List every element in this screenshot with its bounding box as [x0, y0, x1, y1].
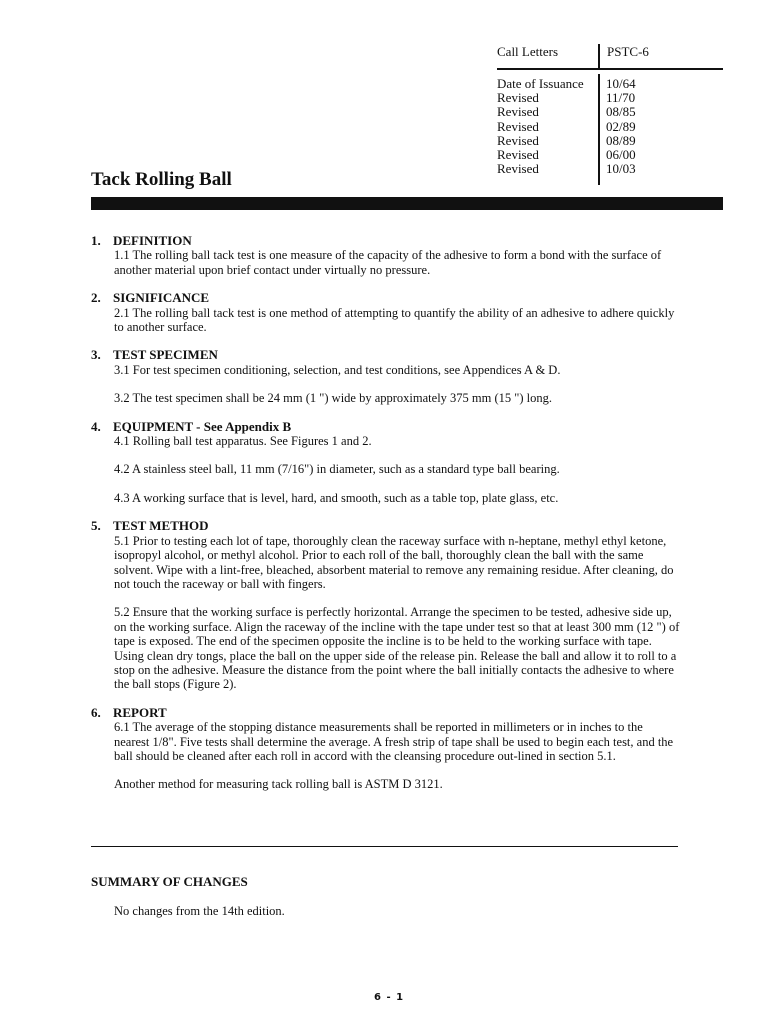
paragraph: 5.1 Prior to testing each lot of tape, thoroughly clean the raceway surface with n-heptane, methyl ethyl ketone, isopropyl alcohol, or methyl alcohol. Prior to each roll of the ball, thoroughly clean the ball with the same solvent. Wipe with a lint-free, bleached, absorbent material to remove any remaining residue. After cleaning, do not touch the raceway or ball with fingers. [114, 533, 674, 591]
revision-label: Revised [497, 90, 539, 106]
revision-label: Revised [497, 161, 539, 177]
revision-row [497, 105, 723, 119]
section-number: 2. [91, 290, 101, 306]
revision-row [497, 77, 723, 91]
paragraph: Another method for measuring tack rolling ball is ASTM D 3121. [114, 777, 443, 792]
section-test-method [91, 519, 681, 691]
section-significance [91, 291, 681, 334]
paragraph: 4.2 A stainless steel ball, 11 mm (7/16") in diameter, such as a standard type ball bearing. [114, 462, 560, 477]
paragraph: 3.1 For test specimen conditioning, selection, and test conditions, see Appendices A & D. [114, 362, 561, 377]
revision-label: Revised [497, 146, 539, 162]
revision-date: 10/64 [606, 76, 636, 91]
revision-date: 02/89 [606, 118, 636, 134]
header-divider-horizontal [497, 68, 723, 70]
revision-row [497, 162, 723, 176]
section-heading: REPORT [113, 704, 167, 720]
revision-label: Revised [497, 118, 539, 134]
section-heading: SIGNIFICANCE [113, 290, 210, 306]
section-heading: TEST METHOD [113, 518, 209, 534]
page-number: 6 - 1 [374, 992, 405, 1003]
revision-row [497, 120, 723, 134]
paragraph: 4.1 Rolling ball test apparatus. See Figures 1 and 2. [114, 434, 372, 449]
section-number: 3. [91, 347, 101, 363]
revision-date: 08/89 [606, 132, 636, 148]
section-definition [91, 234, 681, 277]
section-number: 6. [91, 704, 101, 720]
section-number: 5. [91, 518, 101, 534]
revision-history [497, 77, 723, 176]
page-title: Tack Rolling Ball [91, 169, 232, 190]
summary-title: SUMMARY OF CHANGES [91, 874, 248, 889]
header-divider-vertical-top [598, 44, 600, 69]
section-heading: EQUIPMENT - See Appendix B [113, 418, 292, 434]
paragraph: 5.2 Ensure that the working surface is perfectly horizontal. Arrange the specimen to be tested, adhesive side up, on the working surface. Align the raceway of the incline with the tape under test so that at least 300 mm (12 ") of tape is exposed. The end of the specimen opposite the incline is to be held to the working surface with tape. Using clean dry tongs, place the ball on the upper side of the release pin. Release the ball and allow it to roll to a stop on the adhesive. Measure the distance from the point where the ball initially contacts the adhesive to where the ball stops (Figure 2). [114, 605, 680, 692]
document-body [91, 234, 681, 806]
paragraph: 3.2 The test specimen shall be 24 mm (1 ") wide by approximately 375 mm (15 ") long. [114, 391, 553, 406]
section-heading: TEST SPECIMEN [113, 347, 218, 363]
section-heading: DEFINITION [113, 233, 192, 248]
revision-row [497, 148, 723, 162]
summary-text: No changes from the 14th edition. [114, 904, 285, 918]
paragraph: 2.1 The rolling ball tack test is one method of attempting to quantify the ability of an adhesive to adhere quickly to another surface. [114, 305, 675, 335]
revision-date: 08/85 [606, 104, 636, 120]
revision-row [497, 91, 723, 105]
section-number: 4. [91, 418, 101, 434]
revision-label: Date of Issuance [497, 76, 584, 91]
revision-label: Revised [497, 132, 539, 148]
call-letters-block [497, 44, 723, 68]
paragraph: 4.3 A working surface that is level, hard, and smooth, such as a table top, plate glass, etc. [114, 490, 559, 505]
revision-date: 10/03 [606, 161, 636, 177]
revision-date: 11/70 [606, 90, 636, 106]
revision-date: 06/00 [606, 146, 636, 162]
section-equipment [91, 420, 681, 506]
summary-divider [91, 846, 678, 847]
call-letters-label: Call Letters [497, 44, 559, 59]
section-test-specimen [91, 348, 681, 405]
revision-row [497, 134, 723, 148]
call-letters-value: PSTC-6 [607, 44, 649, 59]
section-number: 1. [91, 233, 101, 248]
revision-label: Revised [497, 104, 539, 120]
section-report [91, 706, 681, 792]
title-rule [91, 197, 723, 210]
paragraph: 6.1 The average of the stopping distance measurements shall be reported in millimeters or in inches to the nearest 1/8". Five tests shall determine the average. A fresh strip of tape shall be used to begin each test, and the ball should be cleaned after each roll in accord with the cleansing procedure out-lined in section 5.1. [114, 720, 674, 763]
paragraph: 1.1 The rolling ball tack test is one measure of the capacity of the adhesive to form a bond with the surface of another material upon brief contact under virtually no pressure. [114, 248, 662, 277]
